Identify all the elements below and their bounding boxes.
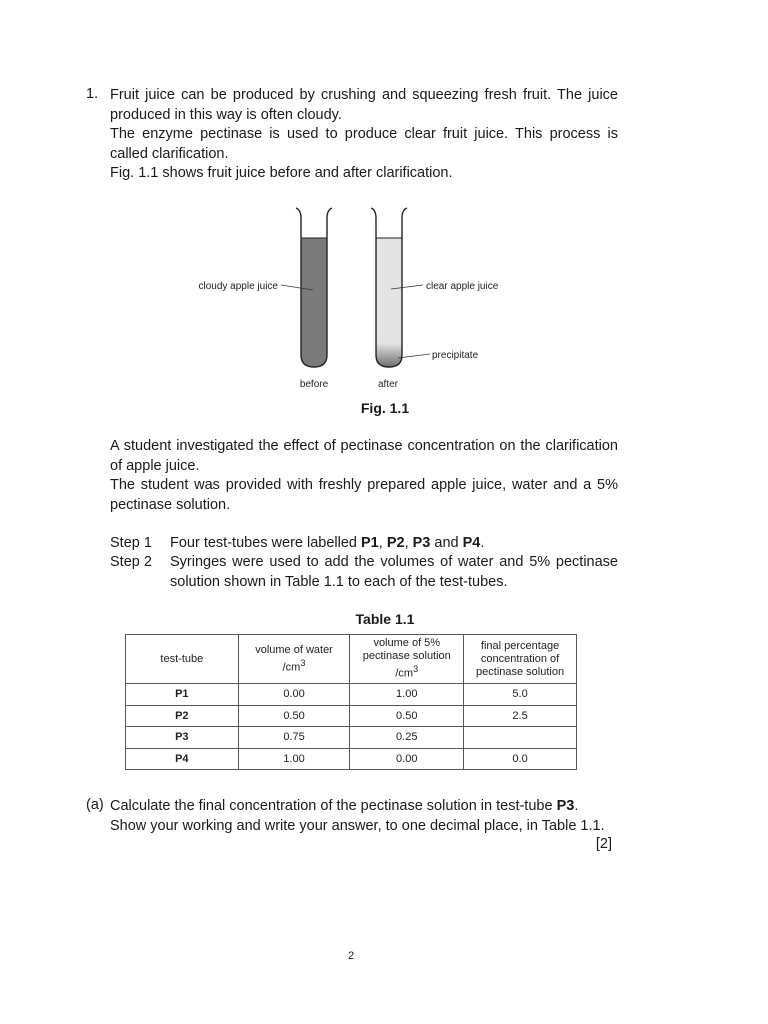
- part-a-label: (a): [86, 797, 104, 813]
- header-water-sup: 3: [300, 657, 306, 668]
- table-title-text: Table 1.1: [355, 611, 415, 627]
- data-table: [125, 634, 577, 770]
- precipitate-fill: [376, 343, 402, 367]
- step-1-p2: P2: [386, 535, 405, 551]
- cell-tube: P4: [126, 748, 239, 770]
- part-a-line-1: [110, 797, 618, 817]
- cell-pectinase: 1.00: [350, 684, 464, 706]
- table-row: [126, 727, 577, 749]
- clear-juice-label: clear apple juice: [426, 281, 499, 292]
- figure-caption-text: Fig. 1.1: [360, 400, 410, 416]
- part-a-text: [110, 797, 618, 836]
- investigation-line-1: A student investigated the effect of pectinase concentration on the clarification of apple juice.: [110, 438, 618, 474]
- header-final-concentration: [464, 635, 577, 684]
- header-pect-l2: pectinase solution: [362, 650, 451, 663]
- header-pectinase-volume: [350, 635, 464, 684]
- header-water-volume: [238, 635, 350, 684]
- cell-tube: P3: [126, 727, 239, 749]
- step-1-p4: P4: [462, 535, 481, 551]
- figure-caption: [0, 400, 768, 416]
- table-row: [126, 684, 577, 706]
- question-intro: [110, 86, 618, 184]
- cell-water: 0.75: [238, 727, 350, 749]
- cloudy-juice-label: cloudy apple juice: [198, 281, 278, 292]
- header-pect-l1: volume of 5%: [373, 637, 441, 650]
- cloudy-juice-fill: [301, 238, 327, 367]
- table-header-row: [126, 635, 577, 684]
- cell-final: 5.0: [464, 684, 577, 706]
- header-final-l3: pectinase solution: [476, 665, 565, 678]
- step-2-text: Syringes were used to add the volumes of water and 5% pectinase solution shown in Table 1.1 to each of the test-tubes.: [170, 554, 618, 590]
- cell-water: 0.00: [238, 684, 350, 706]
- cell-tube: P1: [126, 684, 239, 706]
- cell-pectinase: 0.25: [350, 727, 464, 749]
- cell-final: 0.0: [464, 748, 577, 770]
- header-final-l2: concentration of: [480, 652, 560, 665]
- header-water-l2: /cm: [282, 661, 301, 674]
- marks: [2]: [595, 836, 612, 852]
- step-1-pre: Four test-tubes were labelled: [170, 535, 362, 551]
- page-number-text: 2: [347, 950, 355, 962]
- step-1-text: [170, 534, 618, 554]
- table-title: [0, 611, 768, 627]
- part-a-p3: P3: [556, 798, 575, 814]
- cell-tube: P2: [126, 705, 239, 727]
- step-1-p3: P3: [412, 535, 431, 551]
- precipitate-label: precipitate: [432, 350, 479, 361]
- cell-water: 0.50: [238, 705, 350, 727]
- answer-cell-p3[interactable]: [464, 727, 577, 749]
- after-label: after: [377, 379, 399, 390]
- step-1-comma2: ,: [404, 535, 413, 551]
- cell-final: 2.5: [464, 705, 577, 727]
- intro-line-1: Fruit juice can be produced by crushing and squeezing fresh fruit. The juice produced in this way is often cloudy.: [110, 87, 618, 123]
- cell-pectinase: 0.00: [350, 748, 464, 770]
- intro-line-3: Fig. 1.1 shows fruit juice before and after clarification.: [110, 165, 453, 181]
- before-label: before: [299, 379, 329, 390]
- cell-water: 1.00: [238, 748, 350, 770]
- header-test-tube-text: test-tube: [160, 652, 204, 665]
- cell-pectinase: 0.50: [350, 705, 464, 727]
- step-1-label: Step 1: [110, 535, 152, 551]
- step-2-label: Step 2: [110, 554, 152, 570]
- step-1-and: and: [430, 535, 463, 551]
- header-test-tube: [126, 635, 239, 684]
- step-1-comma1: ,: [378, 535, 387, 551]
- header-final-l1: final percentage: [480, 639, 560, 652]
- table-row: [126, 748, 577, 770]
- question-number: 1.: [86, 86, 99, 102]
- header-pect-sup: 3: [413, 664, 419, 675]
- table-row: [126, 705, 577, 727]
- header-water-l1: volume of water: [255, 643, 333, 656]
- part-a-line-2: Show your working and write your answer, to one decimal place, in Table 1.1.: [110, 817, 605, 834]
- part-a-line-1-end: .: [574, 798, 579, 814]
- step-1-end: .: [480, 535, 485, 551]
- page-number: [0, 950, 768, 962]
- header-pect-l3: /cm: [395, 667, 414, 680]
- test-tube-figure: [190, 200, 520, 395]
- investigation-text: [110, 437, 618, 515]
- step-1-p1: P1: [361, 535, 379, 551]
- investigation-line-2: The student was provided with freshly prepared apple juice, water and a 5% pectinase solution.: [110, 477, 618, 513]
- part-a-line-1-pre: Calculate the final concentration of the pectinase solution in test-tube: [110, 798, 557, 814]
- intro-line-2: The enzyme pectinase is used to produce clear fruit juice. This process is called clarification.: [110, 126, 618, 162]
